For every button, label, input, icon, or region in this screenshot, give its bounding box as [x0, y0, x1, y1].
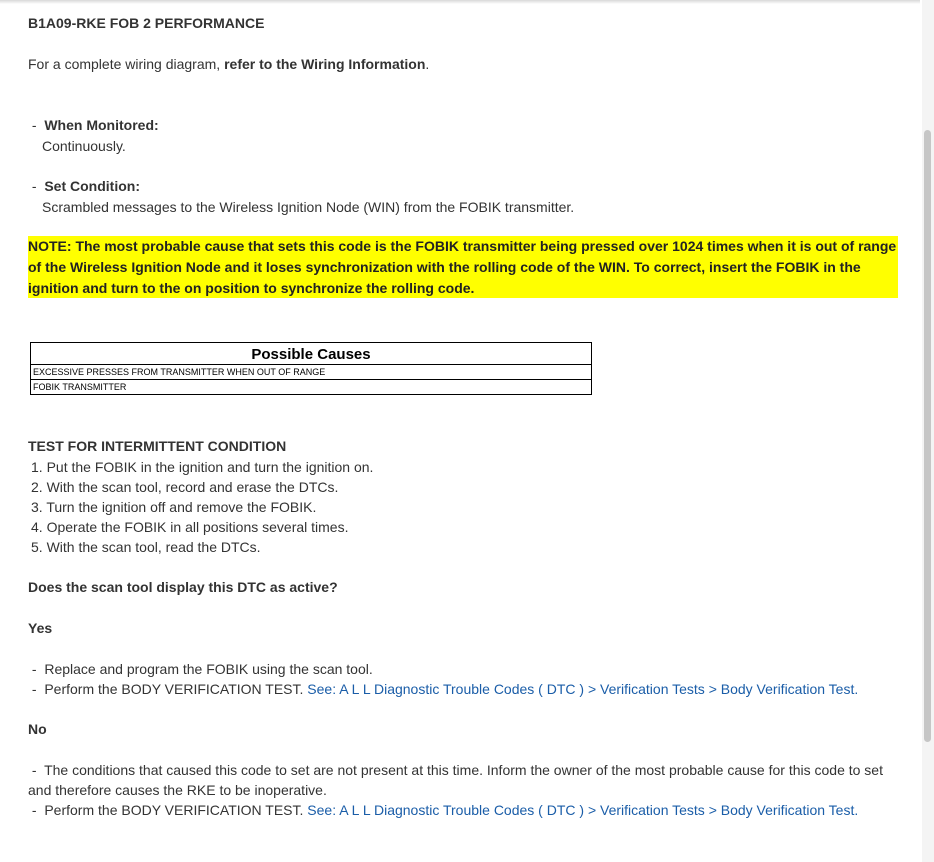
test-heading: TEST FOR INTERMITTENT CONDITION: [28, 438, 287, 454]
possible-causes-table: [30, 342, 592, 395]
no-label: No: [28, 721, 47, 737]
cause-row: EXCESSIVE PRESSES FROM TRANSMITTER WHEN OUT OF RANGE: [31, 365, 592, 380]
note-highlight: [28, 236, 898, 298]
test-question: Does the scan tool display this DTC as active?: [28, 579, 338, 595]
test-step: 4. Operate the FOBIK in all positions several times.: [31, 519, 349, 535]
note-text: NOTE: The most probable cause that sets this code is the FOBIK transmitter being pressed over 1024 times when it is out of range of the Wireless Ignition Node and it loses synchronization with the rolling code of the WIN. To correct, insert the FOBIK in the ignition and turn to the on position to synchronize the rolling code.: [28, 238, 897, 296]
set-condition-label-row: - Set Condition:: [28, 178, 140, 194]
test-step: 1. Put the FOBIK in the ignition and turn the ignition on.: [31, 459, 374, 475]
test-step: 3. Turn the ignition off and remove the FOBIK.: [31, 499, 317, 515]
test-step: 2. With the scan tool, record and erase the DTCs.: [31, 479, 339, 495]
header-shadow: [0, 0, 920, 4]
yes-label: Yes: [28, 620, 53, 636]
yes-item-1: - Replace and program the FOBIK using the scan tool.: [28, 661, 373, 677]
no-item-1: - The conditions that caused this code to set are not present at this time. Inform the owner of the most probable cause for this code to set and therefore causes the RKE to be inoperative.: [28, 762, 883, 798]
possible-causes-header: Possible Causes: [31, 343, 592, 365]
wiring-intro: For a complete wiring diagram, refer to the Wiring Information.: [28, 56, 430, 72]
monitored-label: When Monitored:: [44, 117, 159, 133]
set-condition-label: Set Condition:: [44, 178, 140, 194]
cause-row: FOBIK TRANSMITTER: [31, 380, 592, 395]
test-step: 5. With the scan tool, read the DTCs.: [31, 539, 261, 555]
set-condition-value: Scrambled messages to the Wireless Ignition Node (WIN) from the FOBIK transmitter.: [42, 199, 575, 215]
no-item-2: - Perform the BODY VERIFICATION TEST. See: A L L Diagnostic Trouble Codes ( DTC ) > Verification Tests > Body Verification Test.: [28, 802, 859, 818]
monitored-value: Continuously.: [42, 138, 126, 154]
page-title: B1A09-RKE FOB 2 PERFORMANCE: [28, 15, 265, 31]
yes-verification-link[interactable]: See: A L L Diagnostic Trouble Codes ( DTC ) > Verification Tests > Body Verification Test.: [307, 681, 859, 697]
monitored-label-row: - When Monitored:: [28, 117, 159, 133]
scrollbar-track[interactable]: [922, 0, 934, 862]
yes-item-2: - Perform the BODY VERIFICATION TEST. See: A L L Diagnostic Trouble Codes ( DTC ) > Verification Tests > Body Verification Test.: [28, 681, 859, 697]
no-verification-link[interactable]: See: A L L Diagnostic Trouble Codes ( DTC ) > Verification Tests > Body Verification Test.: [307, 802, 859, 818]
wiring-info-link[interactable]: refer to the Wiring Information: [224, 56, 426, 72]
scrollbar-thumb[interactable]: [924, 130, 931, 742]
